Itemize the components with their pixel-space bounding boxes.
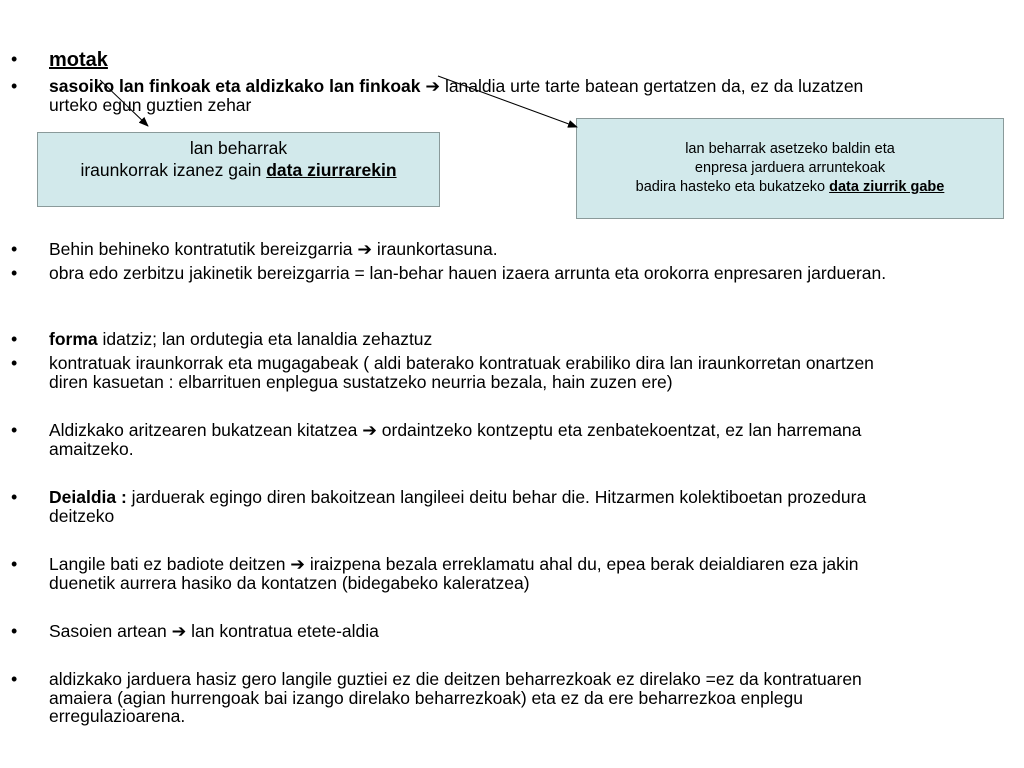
bullet-dot: • (11, 420, 18, 440)
bullet-dot: • (11, 554, 18, 574)
right-arrow-icon: ➔ (362, 420, 377, 440)
callout-left-text: iraunkorrak izanez gain (80, 160, 267, 180)
bullet-body-cont: lan kontratua etete-aldia (186, 621, 379, 641)
bullet-text (49, 555, 909, 592)
bullet-text (49, 330, 909, 349)
bullet-text (49, 421, 909, 458)
bullet-dot: • (11, 76, 18, 96)
bullet-body: Behin behineko kontratutik bereizgarria (49, 239, 358, 259)
bullet-bold-label: sasoiko lan finkoak eta aldizkako lan finkoak (49, 76, 421, 96)
right-arrow-icon: ➔ (171, 621, 187, 641)
bullet-body: kontratuak iraunkorrak eta mugagabeak ( aldi baterako kontratuak erabiliko dira lan iraunkorretan onartzen diren kasuetan : elbarrituen enplegua sustatzeko neurria bezala, hain zuzen ere) (49, 353, 874, 392)
bullet-dot: • (11, 353, 18, 373)
bullet-text (49, 488, 909, 525)
bullet-text (49, 240, 909, 259)
callout-right-line2: enpresa jarduera arruntekoak (694, 160, 886, 176)
bullet-body: Langile bati ez badiote deitzen (49, 554, 291, 574)
right-arrow-icon: ➔ (425, 76, 441, 96)
bullet-body-cont: iraizpena bezala erreklamatu ahal du, epea berak deialdiaren eza jakin duenetik aurrera hasiko da kontatzen (bidegabeko kaleratzea) (49, 554, 859, 593)
bullet-dot: • (11, 49, 18, 69)
bullet-text (49, 622, 909, 641)
right-arrow-icon: ➔ (357, 239, 373, 259)
bullet-body: idatziz; lan ordutegia eta lanaldia zehaztuz (97, 329, 433, 349)
bullet-body: lanaldia urte tarte batean gertatzen da, ez da luzatzen urteko egun guztien zehar (49, 76, 864, 115)
bullet-body: Aldizkako aritzearen bukatzean kitatzea (49, 420, 363, 440)
bullet-dot: • (11, 263, 18, 283)
bullet-body: obra edo zerbitzu jakinetik bereizgarria = lan-behar hauen izaera arrunta eta orokorra enpresaren jardueran. (49, 263, 887, 283)
callout-right-line1: lan beharrak asetzeko baldin eta (685, 141, 895, 157)
page-title: motak (49, 49, 108, 71)
callout-left-line1: lan beharrak (189, 138, 288, 158)
connector-arrow-left (100, 80, 148, 126)
bullet-dot: • (11, 621, 18, 641)
bullet-dot: • (11, 239, 18, 259)
bullet-body-cont: ordaintzeko kontzeptu eta zenbatekoentzat, ez lan harremana amaitzeko. (49, 420, 862, 459)
bullet-body-cont: iraunkortasuna. (372, 239, 498, 259)
bullet-dot: • (11, 669, 18, 689)
callout-left-emphasis: data ziurrarekin (266, 160, 397, 180)
right-arrow-icon: ➔ (290, 554, 305, 574)
connector-arrow-right (438, 76, 577, 127)
bullet-body: Sasoien artean (49, 621, 172, 641)
callout-right-text: badira hasteko eta bukatzeko (635, 179, 830, 195)
bullet-dot: • (11, 487, 18, 507)
bullet-body: aldizkako jarduera hasiz gero langile guztiei ez die deitzen beharrezkoak ez direlako =ez da kontratuaren amaiera (agian hurrengoak bai izango direlako beharrezkoak) eta ez da ere beharrezkoa enplegu erregulazioarena. (49, 669, 862, 726)
callout-right-emphasis: data ziurrik gabe (829, 179, 945, 195)
bullet-bold-label: forma (49, 329, 98, 349)
bullet-bold-label: Deialdia : (49, 487, 127, 507)
bullet-dot: • (11, 329, 18, 349)
bullet-body: jarduerak egingo diren bakoitzean langileei deitu behar die. Hitzarmen kolektiboetan prozedura deitzeko (49, 487, 867, 526)
